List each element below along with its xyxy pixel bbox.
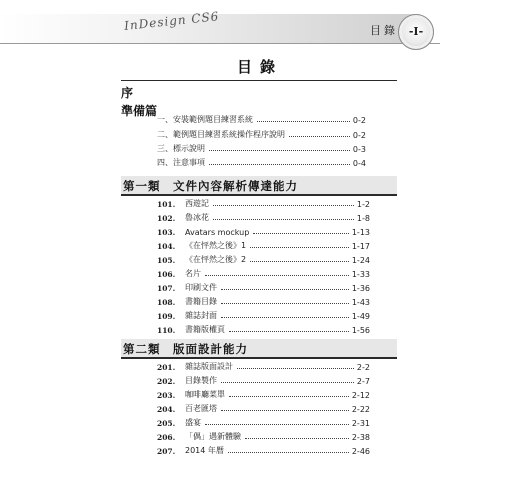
- toc-row[interactable]: [157, 223, 370, 237]
- leader-dots: [221, 289, 349, 290]
- header-brand: InDesign CS6: [123, 9, 220, 33]
- toc-entry-page: 2-38: [351, 433, 370, 442]
- toc-entry-label: 目錄製作: [185, 376, 217, 385]
- leader-dots: [253, 233, 349, 234]
- toc-entry-page: 2-31: [351, 419, 370, 428]
- toc-entry-number: 201.: [157, 363, 176, 372]
- leader-dots: [229, 331, 349, 332]
- toc-entry-label: 書籍目錄: [185, 297, 217, 306]
- leader-dots: [250, 247, 349, 248]
- toc-entry-label: 盛宴: [185, 418, 201, 427]
- title-rule: [121, 80, 397, 81]
- toc-row[interactable]: [157, 293, 370, 307]
- chapter-title: 第一類 文件內容解析傳達能力: [123, 179, 298, 193]
- toc-entry-label: 一、安裝範例題目練習系統: [157, 115, 253, 124]
- toc-entry-number: 103.: [157, 228, 176, 237]
- toc-entry-number: 107.: [157, 284, 176, 293]
- toc-entry-label: 三、標示說明: [157, 144, 205, 153]
- toc-entry-number: 207.: [157, 447, 176, 456]
- toc-row[interactable]: [157, 400, 370, 414]
- leader-dots: [221, 382, 354, 383]
- leader-dots: [228, 452, 349, 453]
- toc-entry-number: 204.: [157, 405, 176, 414]
- leader-dots: [205, 275, 349, 276]
- toc-row[interactable]: [157, 251, 370, 265]
- toc-entry-page: 2-46: [351, 447, 370, 456]
- toc-entry-number: 206.: [157, 433, 176, 442]
- toc-entry-page: 0-4: [352, 159, 366, 168]
- leader-dots: [221, 317, 349, 318]
- toc-entry-label: 二、範例題目練習系統操作程序說明: [157, 130, 285, 139]
- leader-dots: [213, 205, 354, 206]
- leader-dots: [245, 438, 349, 439]
- toc-row[interactable]: [157, 195, 370, 209]
- toc-entry-number: 104.: [157, 242, 176, 251]
- toc-row[interactable]: [157, 279, 370, 293]
- toc-entry-label: 百老匯塔: [185, 404, 217, 413]
- toc-row[interactable]: [157, 237, 370, 251]
- toc-row[interactable]: [157, 154, 366, 168]
- toc-row[interactable]: [157, 321, 370, 335]
- toc-row[interactable]: [157, 209, 370, 223]
- toc-entry-number: 109.: [157, 312, 176, 321]
- toc-entry-label: 四、注意事項: [157, 158, 205, 167]
- toc-entry-number: 102.: [157, 214, 176, 223]
- toc-entry-number: 106.: [157, 270, 176, 279]
- toc-entry-label: 印刷文件: [185, 283, 217, 292]
- page-number: -I-: [408, 25, 424, 38]
- toc-entry-page: 0-3: [352, 145, 366, 154]
- leader-dots: [213, 219, 354, 220]
- toc-entry-label: 《在怦然之後》2: [185, 255, 247, 264]
- toc-entry-label: 咖啡廳菜單: [185, 390, 225, 399]
- toc-row[interactable]: [157, 386, 370, 400]
- preface-heading: 序: [121, 86, 134, 100]
- leader-dots: [209, 150, 350, 151]
- toc-entry-page: 2-7: [356, 377, 370, 386]
- toc-entry-page: 1-56: [351, 326, 370, 335]
- chapter-title: 第二類 版面設計能力: [123, 342, 248, 356]
- toc-entry-label: 「偶」遇新體驗: [185, 432, 241, 441]
- toc-entry-number: 110.: [157, 326, 176, 335]
- toc-entry-label: 名片: [185, 269, 201, 278]
- page-number-badge: [398, 14, 434, 50]
- toc-row[interactable]: [157, 140, 366, 154]
- toc-row[interactable]: [157, 442, 370, 456]
- toc-entry-page: 1-13: [351, 228, 370, 237]
- toc-entry-number: 202.: [157, 377, 176, 386]
- leader-dots: [250, 261, 349, 262]
- page-title: 目錄: [236, 58, 283, 76]
- toc-row[interactable]: [157, 265, 370, 279]
- toc-entry-page: 2-12: [351, 391, 370, 400]
- header-rule: [0, 43, 440, 44]
- toc-entry-page: 1-17: [351, 242, 370, 251]
- toc-entry-page: 2-2: [356, 363, 370, 372]
- toc-row[interactable]: [157, 372, 370, 386]
- toc-entry-label: 書籍版權頁: [185, 325, 225, 334]
- toc-entry-page: 1-2: [356, 200, 370, 209]
- toc-row[interactable]: [157, 414, 370, 428]
- toc-entry-page: 1-24: [351, 256, 370, 265]
- leader-dots: [257, 121, 350, 122]
- leader-dots: [289, 136, 350, 137]
- toc-entry-label: 西遊記: [185, 199, 209, 208]
- toc-entry-page: 2-22: [351, 405, 370, 414]
- toc-entry-label: 2014 年曆: [185, 446, 224, 455]
- toc-row[interactable]: [157, 358, 370, 372]
- toc-entry-number: 205.: [157, 419, 176, 428]
- toc-entry-number: 105.: [157, 256, 176, 265]
- toc-entry-page: 1-43: [351, 298, 370, 307]
- toc-entry-page: 1-36: [351, 284, 370, 293]
- toc-entry-page: 1-49: [351, 312, 370, 321]
- toc-row[interactable]: [157, 111, 366, 125]
- toc-entry-label: Avatars mockup: [185, 228, 250, 237]
- toc-entry-label: 《在怦然之後》1: [185, 241, 247, 250]
- toc-entry-number: 108.: [157, 298, 176, 307]
- leader-dots: [237, 368, 354, 369]
- leader-dots: [205, 424, 349, 425]
- toc-entry-page: 1-33: [351, 270, 370, 279]
- prep-heading: 準備篇: [121, 104, 158, 118]
- toc-entry-page: 0-2: [352, 131, 366, 140]
- toc-entry-label: 雜誌封面: [185, 311, 217, 320]
- toc-entry-page: 0-2: [352, 116, 366, 125]
- leader-dots: [221, 410, 349, 411]
- toc-entry-label: 魯冰花: [185, 213, 209, 222]
- toc-row[interactable]: [157, 126, 366, 140]
- toc-row[interactable]: [157, 428, 370, 442]
- leader-dots: [221, 303, 349, 304]
- leader-dots: [229, 396, 349, 397]
- toc-entry-label: 雜誌版面設計: [185, 362, 233, 371]
- leader-dots: [209, 164, 350, 165]
- toc-row[interactable]: [157, 307, 370, 321]
- chapter-heading: [121, 176, 397, 196]
- header-section-label: 目錄: [370, 24, 398, 37]
- toc-entry-number: 203.: [157, 391, 176, 400]
- chapter-heading: [121, 339, 397, 359]
- toc-entry-number: 101.: [157, 200, 176, 209]
- toc-entry-page: 1-8: [356, 214, 370, 223]
